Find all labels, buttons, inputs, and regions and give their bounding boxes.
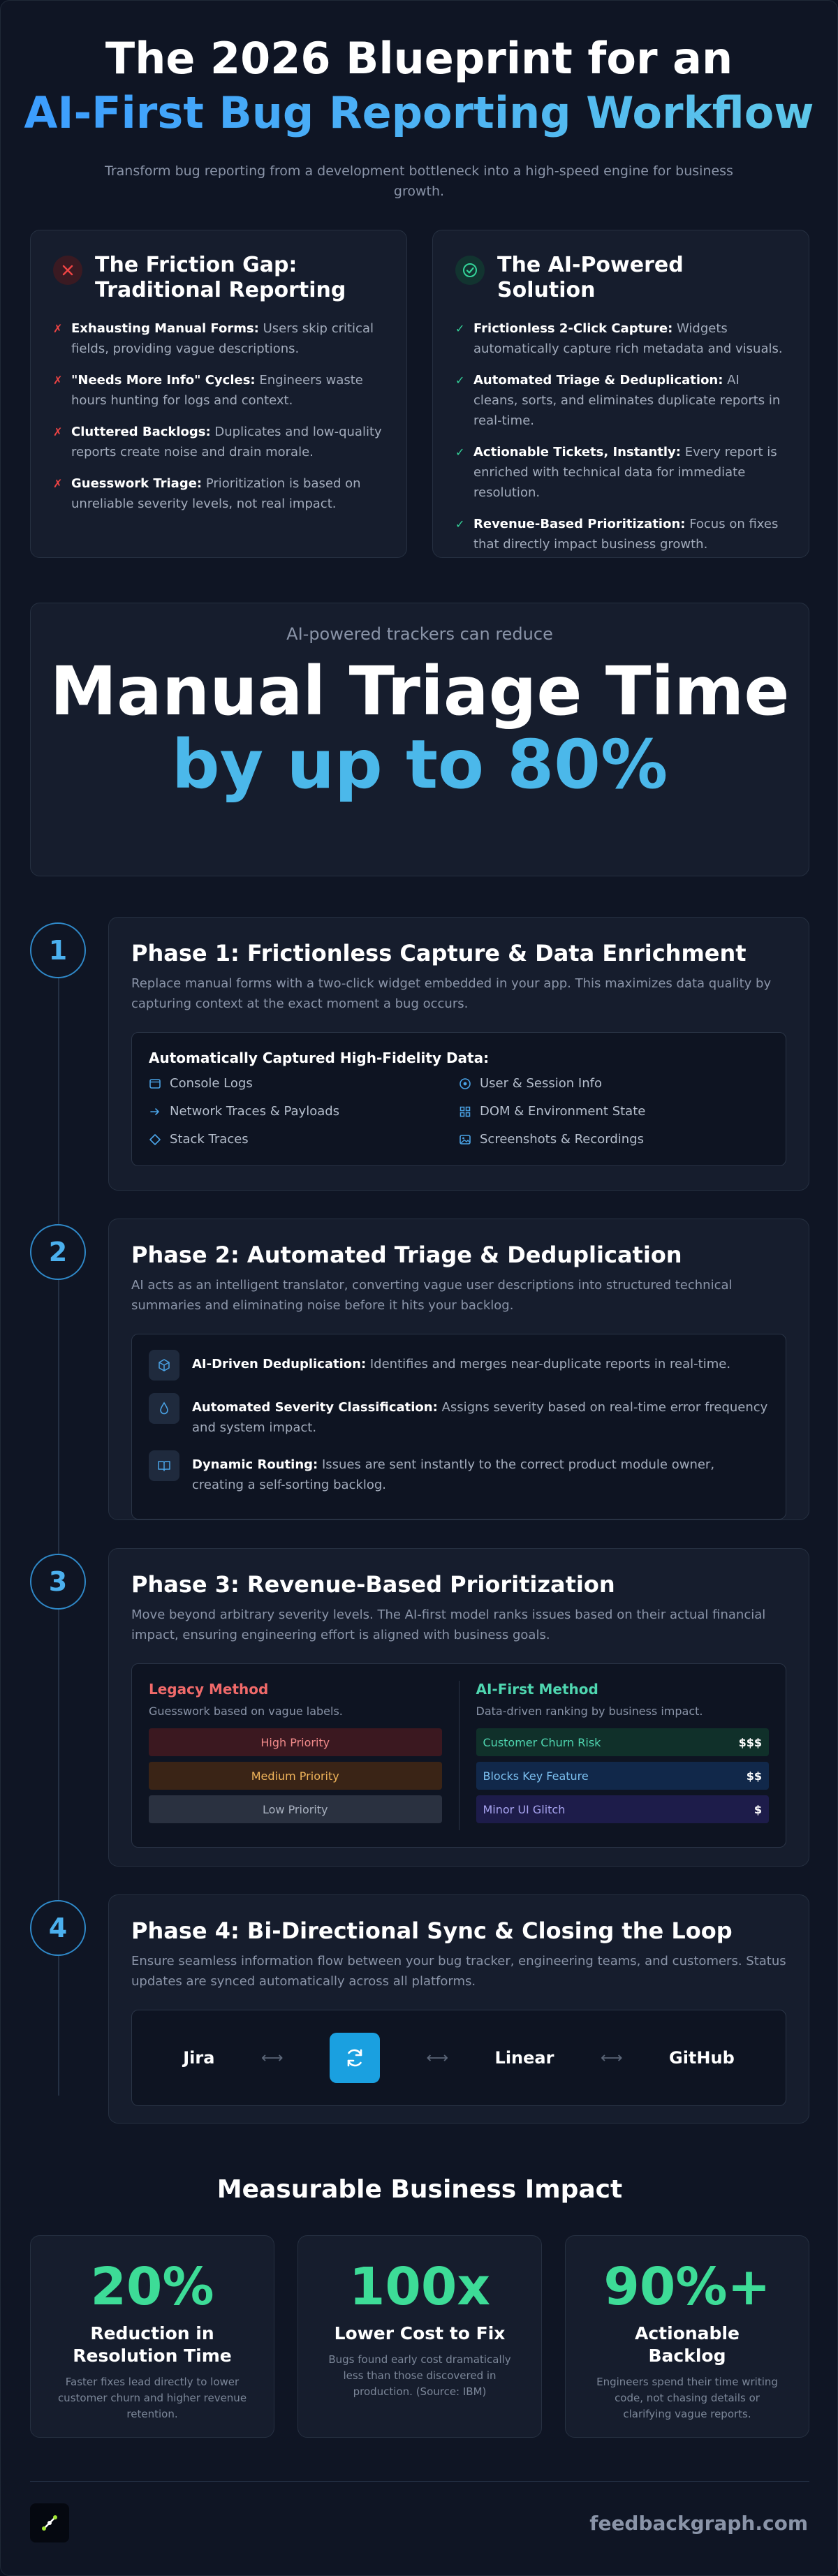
priority-bar-medium: Medium Priority [149, 1762, 442, 1790]
data-item-console-logs: Console Logs [149, 1075, 459, 1093]
check-mark-icon: ✓ [455, 446, 465, 459]
cube-icon [149, 1350, 179, 1381]
list-item: ✗ Cluttered Backlogs: Duplicates and low-quality reports create noise and drain morale. [53, 422, 384, 462]
phase-number-2: 2 [30, 1224, 86, 1280]
list-item: ✓ Frictionless 2-Click Capture: Widgets automatically capture rich metadata and visuals. [455, 318, 786, 359]
sync-diagram [131, 2010, 786, 2106]
page-subtitle: Transform bug reporting from a development bottleneck into a high-speed engine for business growth. [105, 163, 733, 199]
phase-1-card [108, 917, 809, 1191]
impact-number: 20% [90, 2257, 214, 2317]
impact-label: Actionable Backlog [635, 2323, 740, 2366]
check-circle-icon [455, 256, 485, 285]
data-item-screenshots: Screenshots & Recordings [459, 1131, 769, 1149]
friction-title: The Friction Gap: Traditional Reporting [95, 253, 346, 302]
captured-data-box [131, 1032, 786, 1166]
sync-icon [330, 2033, 380, 2083]
list-item: ✗ Exhausting Manual Forms: Users skip critical fields, providing vague descriptions. [53, 318, 384, 359]
phase-description: Ensure seamless information flow between your bug tracker, engineering teams, and customers. Status updates are synced automatically across all platforms. [131, 1954, 786, 1989]
console-icon [149, 1077, 161, 1090]
impact-title: Measurable Business Impact [216, 2175, 623, 2204]
ai-method-column [460, 1681, 770, 1830]
tool-linear: Linear [494, 2048, 554, 2068]
comparison-section [30, 230, 809, 558]
banner-percentage: by up to 80% [171, 726, 668, 804]
link-icon: ⟷ [426, 2049, 449, 2067]
link-icon: ⟷ [260, 2049, 284, 2067]
phase-number-1: 1 [30, 922, 86, 978]
banner-headline: Manual Triage Time [50, 652, 790, 730]
solution-title: The AI-Powered Solution [497, 253, 684, 302]
impact-bar-feature: Blocks Key Feature $$ [476, 1762, 770, 1790]
prioritization-comparison [131, 1663, 786, 1848]
title-line-1: The 2026 Blueprint for an [105, 33, 733, 84]
friction-list [53, 318, 384, 514]
list-item: ✗ "Needs More Info" Cycles: Engineers waste hours hunting for logs and context. [53, 370, 384, 411]
hero [1, 1, 837, 202]
phase-description: AI acts as an intelligent translator, converting vague user descriptions into structured technical summaries and eliminating noise before it hits your backlog. [131, 1278, 733, 1313]
impact-card-resolution [30, 2235, 274, 2438]
list-item: ✗ Guesswork Triage: Prioritization is based on unreliable severity levels, not real impact. [53, 473, 384, 514]
x-icon [53, 256, 82, 285]
x-mark-icon: ✗ [53, 322, 63, 335]
footer-site-link[interactable]: feedbackgraph.com [589, 2512, 808, 2535]
data-item-network-traces: Network Traces & Payloads [149, 1103, 459, 1121]
page-title [1, 31, 837, 140]
phase-title: Phase 1: Frictionless Capture & Data Enrichment [131, 940, 747, 966]
captured-data-title: Automatically Captured High-Fidelity Data: [149, 1050, 490, 1066]
solution-card [432, 230, 809, 558]
feature-row: AI-Driven Deduplication: Identifies and merges near-duplicate reports in real-time. [149, 1350, 769, 1381]
legacy-method-subtitle: Guesswork based on vague labels. [149, 1705, 343, 1718]
impact-label: Lower Cost to Fix [334, 2323, 506, 2343]
book-icon [149, 1450, 179, 1481]
phase-title: Phase 2: Automated Triage & Deduplication [131, 1242, 682, 1268]
impact-description: Faster fixes lead directly to lower customer churn and higher revenue retention. [57, 2376, 247, 2420]
phase-4-card [108, 1894, 809, 2124]
phase-title: Phase 4: Bi-Directional Sync & Closing the Loop [131, 1918, 733, 1944]
ai-method-title: AI-First Method [476, 1681, 598, 1698]
grid-icon [459, 1105, 471, 1118]
x-mark-icon: ✗ [53, 425, 63, 439]
legacy-method-title: Legacy Method [149, 1681, 269, 1698]
footer-divider [30, 2481, 809, 2482]
impact-bar-churn: Customer Churn Risk $$$ [476, 1728, 770, 1756]
user-icon [459, 1077, 471, 1090]
x-mark-icon: ✗ [53, 374, 63, 387]
impact-card-cost [297, 2235, 542, 2438]
legacy-method-column [149, 1681, 460, 1830]
phase-3-card [108, 1548, 809, 1867]
droplet-icon [149, 1393, 179, 1424]
diamond-icon [149, 1133, 161, 1146]
list-item: ✓ Automated Triage & Deduplication: AI cleans, sorts, and eliminates duplicate reports in real-time. [455, 370, 786, 431]
phase-title: Phase 3: Revenue-Based Prioritization [131, 1571, 615, 1598]
phase-number-3: 3 [30, 1554, 86, 1610]
data-item-dom-state: DOM & Environment State [459, 1103, 769, 1121]
arrow-right-icon [149, 1105, 161, 1118]
image-icon [459, 1133, 471, 1146]
x-mark-icon: ✗ [53, 477, 63, 490]
title-line-2: AI-First Bug Reporting Workflow [1, 86, 837, 140]
friction-card [30, 230, 407, 558]
list-item: ✓ Actionable Tickets, Instantly: Every report is enriched with technical data for immediate resolution. [455, 442, 786, 503]
impact-bar-ui-glitch: Minor UI Glitch $ [476, 1795, 770, 1823]
impact-label: Reduction in Resolution Time [73, 2323, 232, 2366]
check-mark-icon: ✓ [455, 517, 465, 531]
tool-jira: Jira [183, 2048, 215, 2068]
phase-description: Replace manual forms with a two-click widget embedded in your app. This maximizes data quality by capturing context at the exact moment a bug occurs. [131, 976, 772, 1011]
tool-github: GitHub [669, 2048, 735, 2068]
check-mark-icon: ✓ [455, 322, 465, 335]
phase-number-4: 4 [30, 1900, 86, 1956]
list-item: ✓ Revenue-Based Prioritization: Focus on fixes that directly impact business growth. [455, 514, 786, 554]
feature-row: Dynamic Routing: Issues are sent instantly to the correct product module owner, creating a self-sorting backlog. [149, 1450, 769, 1495]
impact-description: Engineers spend their time writing code, not chasing details or clarifying vague reports. [596, 2376, 778, 2420]
impact-number: 100x [348, 2257, 491, 2317]
feature-row: Automated Severity Classification: Assigns severity based on real-time error frequency and system impact. [149, 1393, 769, 1438]
phase-description: Move beyond arbitrary severity levels. The AI-first model ranks issues based on their actual financial impact, ensuring engineering effort is aligned with business goals. [131, 1607, 766, 1642]
stat-banner [30, 603, 809, 876]
solution-list [455, 318, 786, 554]
ai-method-subtitle: Data-driven ranking by business impact. [476, 1705, 703, 1718]
brand-logo-icon[interactable] [30, 2503, 69, 2542]
impact-card-backlog [565, 2235, 809, 2438]
triage-features-box [131, 1334, 786, 1519]
data-item-stack-traces: Stack Traces [149, 1131, 459, 1149]
impact-number: 90%+ [603, 2257, 771, 2317]
link-icon: ⟷ [600, 2049, 623, 2067]
check-mark-icon: ✓ [455, 374, 465, 387]
impact-description: Bugs found early cost dramatically less than those discovered in production. (Source: IBM) [328, 2353, 511, 2398]
priority-bar-low: Low Priority [149, 1795, 442, 1823]
data-item-user-session: User & Session Info [459, 1075, 769, 1093]
phase-2-card [108, 1219, 809, 1520]
banner-pretext: AI-powered trackers can reduce [286, 624, 553, 644]
priority-bar-high: High Priority [149, 1728, 442, 1756]
